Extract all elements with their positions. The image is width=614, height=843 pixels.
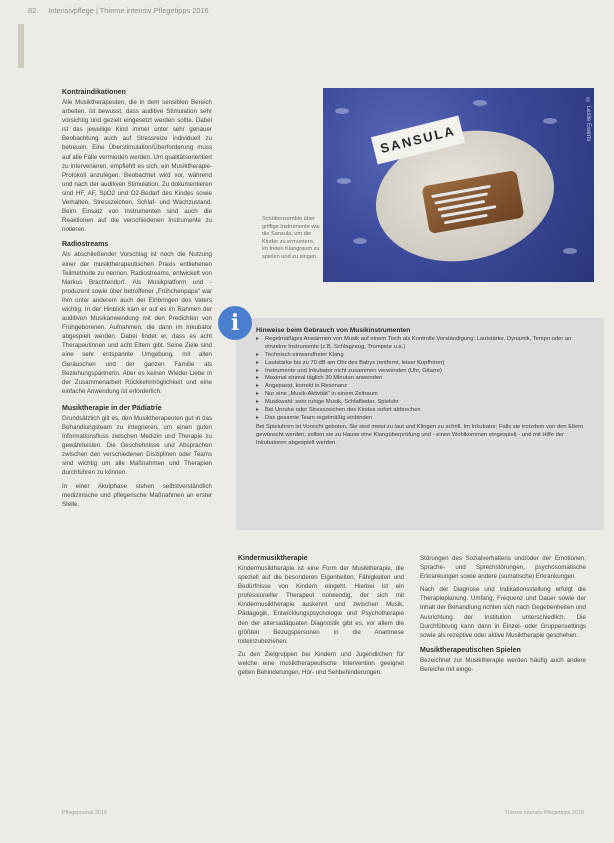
peds-text-2: In einer Akutphase stehen selbstverständlich medizinische und pflegerische Maßnahmen an erster Stelle. xyxy=(62,482,212,508)
fish-pattern xyxy=(337,178,351,184)
list-item: ▸ Musikwahl: sehr ruhige Musik, Schlaflieder, Spieluhr xyxy=(256,399,594,407)
contra-heading: Kontraindikationen xyxy=(62,89,126,96)
sansula-photo xyxy=(323,88,594,282)
fish-pattern xyxy=(353,238,367,244)
list-item: ▸ Regelmäßiges Anwärmen von Musik auf einem Tisch als Kontrolle Verständigung: Lautstärke, Dynamik, Tempo oder an einzelne Instrumente (z.B. Schlagzeug, Trompete u.a.) xyxy=(256,336,594,352)
left-column xyxy=(62,88,212,513)
photo-caption: Schüttensemble über griffige Instrumente wie die Sansula, um die Kinder zu ermuntern, im freien Klangraum zu spielen und zu singen. xyxy=(262,216,320,260)
sansula-label: SANSULA xyxy=(371,116,465,165)
info-icon: i xyxy=(218,306,252,340)
list-item: ▸ Technisch einwandfreier Klang xyxy=(256,352,594,360)
footer-left: Pflegejournal 2016 xyxy=(62,810,107,816)
radio-heading: Radiostreams xyxy=(62,241,109,249)
photo-credit: © Leslie Ewerts xyxy=(585,98,591,142)
footer-right: Thieme intensiv Pflegetipps 2016 xyxy=(504,810,584,816)
info-box-note: Bei Spieluhren ist Vorsicht geboten. Sie sind meist zu laut und Klingen zu schrill. Im Inkubator: Falls sie trotzdem von den Eltern gewünscht werden, sollten sie zu Hause eine Klangüberprüfung und - einen Wohlkommen eingespielt - und mit Hilfe der Inkubatoren abgespielt werden. xyxy=(256,423,584,446)
list-item: ▸ Das gesamte Team regelmäßig einbinden xyxy=(256,415,594,423)
info-box xyxy=(236,318,604,530)
list-item: ▸ Lautstärke bis zu 70 dB am Ohr des Babys (entfernt, leiser Kopfhörer) xyxy=(256,360,594,368)
list-item: ▸ Angepasst, korrekt in Resonanz xyxy=(256,383,594,391)
fish-pattern xyxy=(473,100,487,106)
list-item: ▸ Nur eine „Musik-Aktivität“ in einem Zeitraum xyxy=(256,391,594,399)
running-header xyxy=(28,6,209,15)
kinder-text-2: Zu den Zielgruppen bei Kindern und Jugendlichen für welche eine musiktherapeutische Intervention geeignet gelten Behinderungen, Hör- und Sehbehinderungen. xyxy=(238,650,404,677)
fish-pattern xyxy=(335,108,349,114)
right-column xyxy=(420,554,586,678)
right-text: Störungen des Sozialverhaltens und/oder der Emotionen, Sprache- und Sprechstörungen, psychosomatische Erkrankungen sowie andere (somatische) Erkrankungen. xyxy=(420,555,586,581)
fish-pattern xyxy=(543,118,557,124)
spielen-heading: Musiktherapeutischen Spielen xyxy=(420,646,521,654)
radio-text: Als abschließender Vorschlag ist noch die Nutzung einer der musiktherapeutischen Praxis entliehenen Teilmethode zu nennen. Radiostreams, entwickelt von Markus Brachtendorf. Als Musikplatform und -produzent sowie über betroffener „Frühchenpapa“ war ihm unter anderem auch der Einbringen des Vaters wichtig. In der Hinblick kam er auf es im Rahmen der auditiven Musikanwendung mit den Predichten von Frühgeborenen. Aufnahmen, die dann im Inkubator abgespielt werden. Dabei findet er, dass es acht Therapeutinnen und acht Eltern gibt. Seine Ziele sind eine sehr entspannte Umgebung, mit allen Geräuschen und der ganzen Familie als Beziehungspartnerin. Aber es keinen Wieder-Liebe in der Zusammenarbeit Rückkehrmöglichkeit und eine einfache Anwendung ist erforderlich. xyxy=(62,251,212,395)
peds-heading: Musiktherapie in der Pädiatrie xyxy=(62,404,162,412)
info-box-title: Hinweise beim Gebrauch von Musikinstrumenten xyxy=(256,327,411,334)
kinder-heading: Kindermusiktherapie xyxy=(238,555,308,562)
fish-pattern xyxy=(563,248,577,254)
kinder-text: Kindermusiktherapie ist eine Form der Musiktherapie, die speziell auf die besonderen Eigenheiten, Fähigkeiten und Bedürfnisse von Kindern eingeht. Hierbei ist ein professioneller Therapeut notwendig, der sich mit Kindermusiktherapie auskennt und zwischen Musik, Pädagogik, Entwicklungspsychologie und Psychotherapie den der altersadäquaten Diagnostik gibt es, vor allem die größten Bezugspersonen in die Anamnese miteinzubeziehen. xyxy=(238,565,404,645)
page-number: 82 xyxy=(28,6,37,15)
contra-text: Alle Musiktherapeuten, die in dem sensiblen Bereich arbeiten, ist bewusst, dass auditive Stimulation sehr vorsichtig und gezielt eingesetzt werden sollte. Dabei ist das jeweilige Kind immer unter sehr genauer Beobachtung auch auf Stressreize individuell zu betreuen. Eine Überstimulation/Überforderung muss auf alle Fälle vermieden werden. Um qualitätsorientiert zu intervenieren, empfiehlt es sich, ein Musiktherapie-Protokoll anzulegen. Beobachtet wird vor, während und nach der auditiven Stimulation. Zu dokumentieren sind HF, AF, SpO2 und O2-Bedarf des Kindes sowie Verhalten, Stresszeichen, Schlaf- und Wachzustand. Beim Einsatz von Instrumenten sind auch die Reaktionen auf die verschiedenen Instrumente zu notieren. xyxy=(62,99,212,234)
chapter-tab xyxy=(18,24,24,68)
info-box-list xyxy=(256,336,594,423)
peds-text: Grundsätzlich gilt es, den Musiktherapeuten gut in das Behandlungsteam zu integrieren, um einen guten Informationsfluss zwischen Medizin und Therapie zu gewährleisten. Die Geschehnisse und Absprachen zwischen den verschiedenen Disziplinen oder Teams sind wichtig um alle Maßnahmen und Therapien durchführen zu können. xyxy=(62,414,212,477)
right-text-3: Bezeichnet zur Musiktherapie werden häufig auch andere Bereiche mit einge- xyxy=(420,656,586,673)
right-text-2: Nach der Diagnose und Indikationsstellung erfolgt die Therapieplanung. Umfang, Frequenz und Dauer sowie der Inhalt der Behandlung richten sich nach Gegebenheiten und Ausrichtung der Institution unterschiedlich. Die Durchführung kann dann in Einzel- oder Gruppensettings sowie als rezeptive oder aktive Musiktherapie geschehen. xyxy=(420,586,586,639)
list-item: ▸ Instrumente und Inkubator nicht zusammen verwenden (Uhr, Gitarre) xyxy=(256,368,594,376)
list-item: ▸ Maximal einmal täglich 30 Minuten anwenden xyxy=(256,375,594,383)
running-title: Intensivpflege | Thieme intensiv Pflegetipps 2016 xyxy=(48,6,209,15)
middle-column xyxy=(238,554,404,681)
list-item: ▸ Bei Unruhe oder Stresszeichen des Kindes sofort abbrechen xyxy=(256,407,594,415)
